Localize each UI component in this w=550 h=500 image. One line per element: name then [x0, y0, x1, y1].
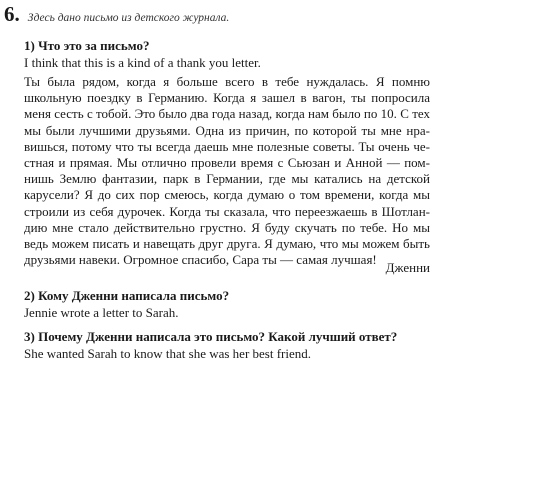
question-3-label: 3) Почему Дженни написала это письмо? Какой лучший ответ?	[24, 329, 398, 344]
question-2-answer: Jennie wrote a letter to Sarah.	[24, 305, 179, 320]
letter-body: Ты была рядом, когда я больше всего в тебе нуждалась. Я помню школьную поездку в Германию. Когда я зашел в вагон, ты попросила меня сесть с тобой. Это было два года назад, когда нам было по 10. С тех мы были лучшими друзьями. Одна из причин, по которой ты мне нравишься, потому что ты всегда даешь мне полезные советы. Ты очень честная и прямая. Мы отлично провели время с Сьюзан и Анной — помнишь Землю фантазии, парк в Германии, где мы катались на детской карусели? Я до сих пор смеюсь, когда думаю о том времени, когда мы строили из себя дурочек. Когда ты сказала, что переезжаешь в Шотландию мне стало действительно грустно. Я буду скучать по тебе. Но мы ведь можем писать и навещать друг друга. Я думаю, что мы можем быть друзьями навеки. Огромное спасибо, Сара ты — самая лучшая!	[24, 74, 430, 268]
question-2-label: 2) Кому Дженни написала письмо?	[24, 288, 230, 303]
question-1-answer: I think that this is a kind of a thank you letter.	[24, 55, 261, 70]
question-block-3	[24, 328, 530, 362]
exercise-instruction: Здесь дано письмо из детского журнала.	[27, 12, 230, 24]
letter-signature: Дженни	[385, 260, 430, 275]
question-block-1	[24, 37, 530, 71]
question-block-2	[24, 287, 530, 321]
exercise-header	[4, 2, 229, 27]
exercise-number: 6.	[4, 2, 20, 26]
question-1-label: 1) Что это за письмо?	[24, 38, 150, 53]
question-3-answer: She wanted Sarah to know that she was her best friend.	[24, 346, 312, 361]
